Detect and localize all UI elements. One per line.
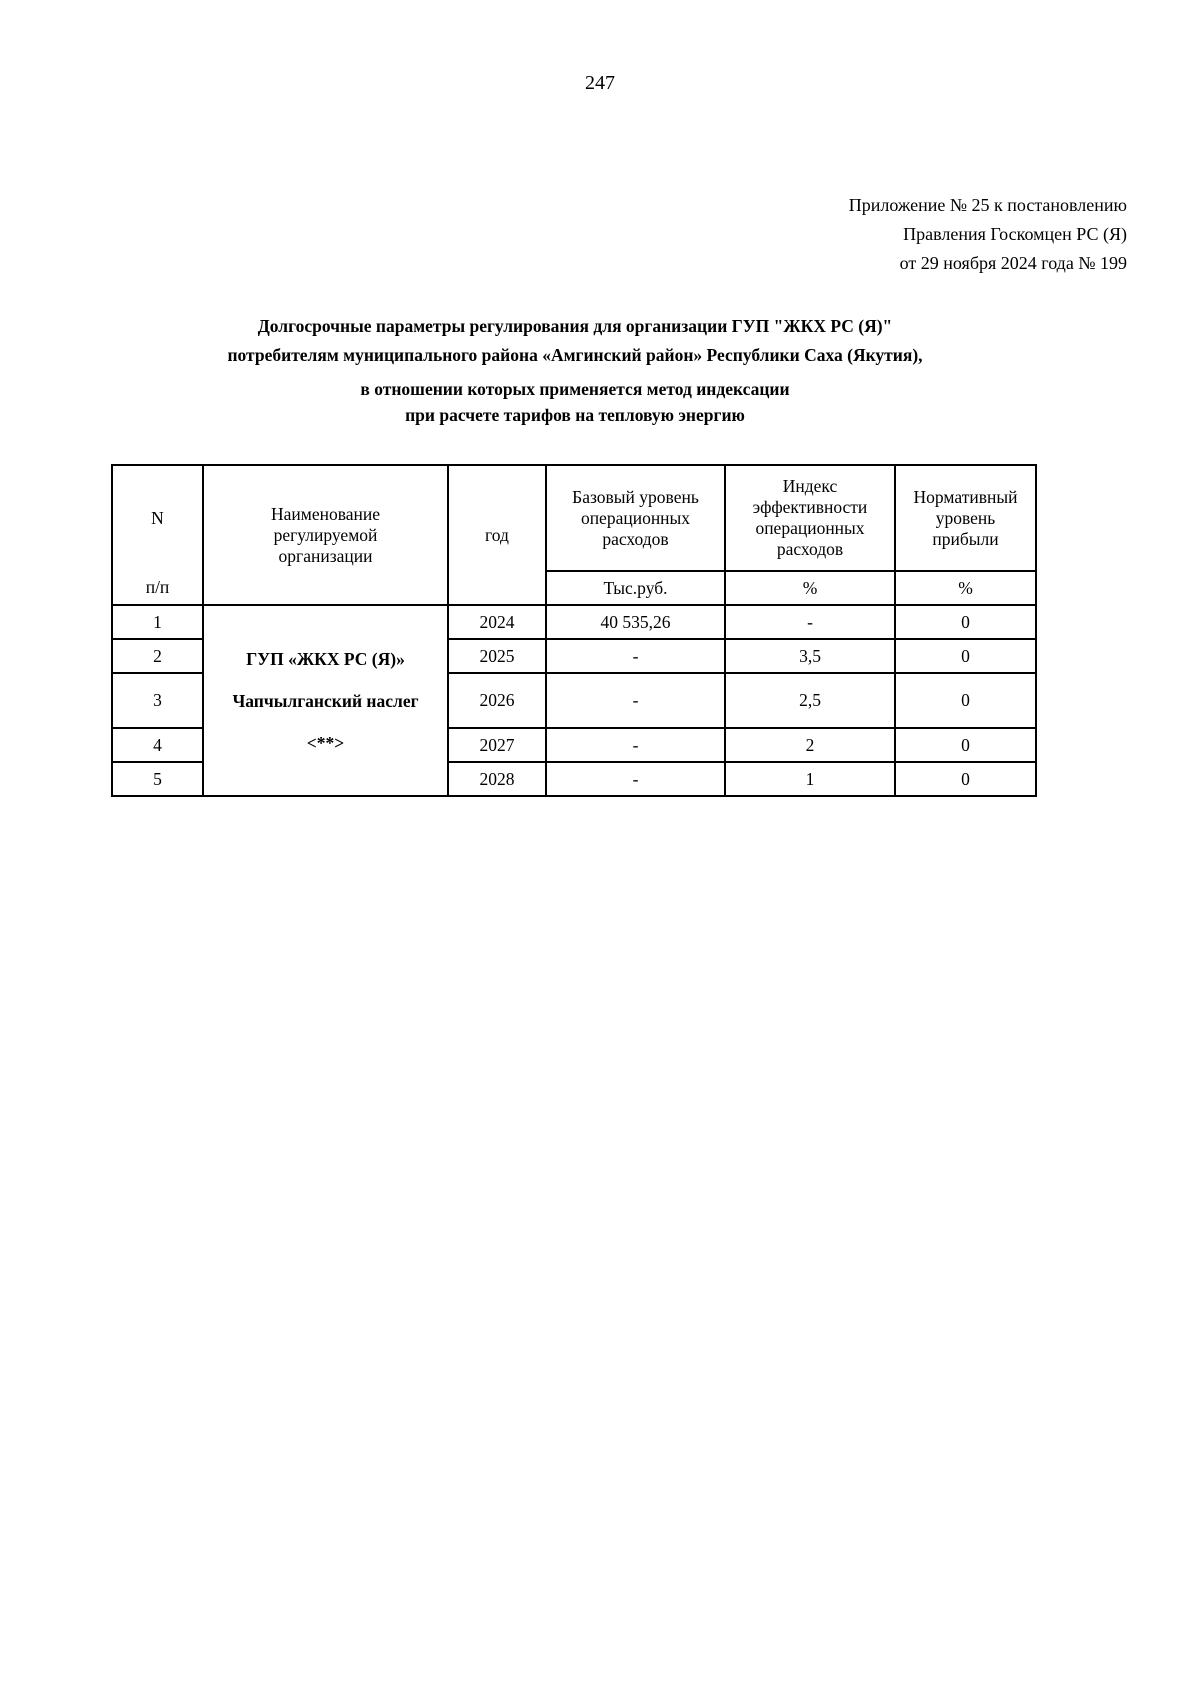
row-profit-level: 0 <box>895 605 1036 639</box>
header-base-level-label: Базовый уровень операционных расходов <box>572 486 699 549</box>
header-profit-level <box>895 465 1036 571</box>
header-organization-label: Наименование регулируемой организации <box>270 503 381 566</box>
appendix-line-3: от 29 ноября 2024 года № 199 <box>899 253 1127 273</box>
organization-subdivision: Чапчылганский наслег <box>232 690 419 711</box>
row-number: 4 <box>112 728 203 762</box>
organization-note-mark: <**> <box>306 732 345 753</box>
header-year: год <box>448 465 546 605</box>
row-number: 2 <box>112 639 203 673</box>
row-number: 1 <box>112 605 203 639</box>
title-line-1: Долгосрочные параметры регулирования для организации ГУП "ЖКХ РС (Я)" <box>257 316 893 336</box>
title-line-4: при расчете тарифов на тепловую энергию <box>405 405 745 425</box>
row-base-level: - <box>546 673 725 728</box>
row-base-level: - <box>546 762 725 796</box>
row-profit-level: 0 <box>895 762 1036 796</box>
row-efficiency-index: 1 <box>725 762 895 796</box>
header-base-level <box>546 465 725 571</box>
row-year: 2024 <box>448 605 546 639</box>
row-efficiency-index: 3,5 <box>725 639 895 673</box>
row-base-level: - <box>546 728 725 762</box>
row-efficiency-index: 2 <box>725 728 895 762</box>
row-number: 5 <box>112 762 203 796</box>
header-organization <box>203 465 448 605</box>
table-row <box>112 605 1036 639</box>
title-line-2: потребителям муниципального района «Амгинский район» Республики Саха (Якутия), <box>227 345 923 365</box>
header-efficiency-index <box>725 465 895 571</box>
organization-cell <box>203 605 448 796</box>
appendix-reference <box>849 191 1127 278</box>
unit-base-level: Тыс.руб. <box>546 571 725 605</box>
row-number: 3 <box>112 673 203 728</box>
row-profit-level: 0 <box>895 639 1036 673</box>
row-efficiency-index: 2,5 <box>725 673 895 728</box>
row-year: 2026 <box>448 673 546 728</box>
row-year: 2028 <box>448 762 546 796</box>
row-profit-level: 0 <box>895 673 1036 728</box>
appendix-line-2: Правления Госкомцен РС (Я) <box>903 224 1127 244</box>
organization-name: ГУП «ЖКХ РС (Я)» <box>246 648 405 669</box>
table-header-row <box>112 465 1036 571</box>
title-line-3: в отношении которых применяется метод индексации <box>360 379 790 399</box>
unit-profit-level: % <box>895 571 1036 605</box>
row-base-level: 40 535,26 <box>546 605 725 639</box>
header-profit-level-label: Нормативный уровень прибыли <box>913 486 1018 549</box>
row-year: 2025 <box>448 639 546 673</box>
row-base-level: - <box>546 639 725 673</box>
regulation-parameters-table <box>111 464 1037 797</box>
header-number-label: N <box>151 508 164 528</box>
header-efficiency-index-label: Индекс эффективности операционных расходов <box>752 476 868 559</box>
header-number-sub: п/п <box>112 571 203 605</box>
document-title <box>0 312 1150 427</box>
page-number: 247 <box>585 72 615 94</box>
unit-efficiency-index: % <box>725 571 895 605</box>
row-year: 2027 <box>448 728 546 762</box>
header-number <box>112 465 203 571</box>
row-profit-level: 0 <box>895 728 1036 762</box>
appendix-line-1: Приложение № 25 к постановлению <box>848 195 1127 215</box>
row-efficiency-index: - <box>725 605 895 639</box>
